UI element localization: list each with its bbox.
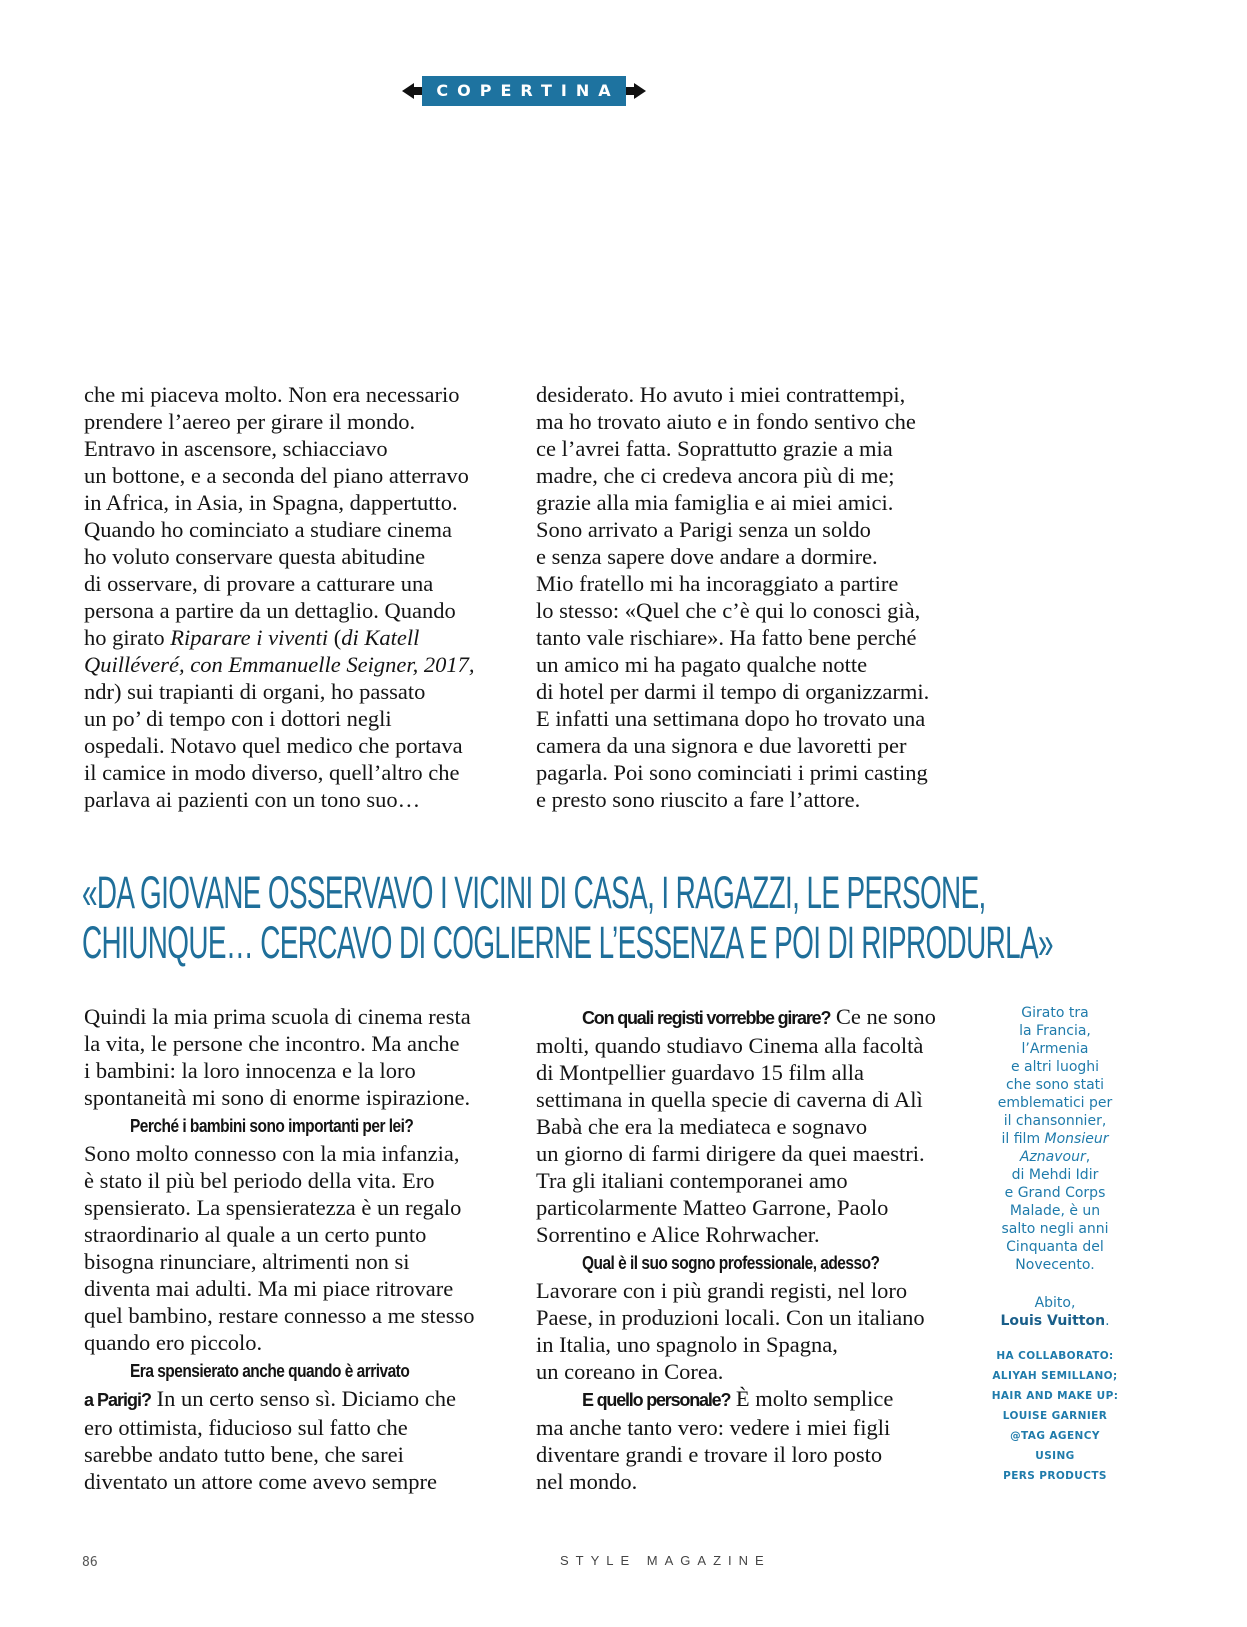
text-line: Entravo in ascensore, schiacciavo [84,436,388,461]
text-line: Quindi la mia prima scuola di cinema resta [84,1004,471,1029]
text-line: un bottone, e a seconda del piano atterravo [84,463,469,488]
caption-line: di Mehdi Idir [1011,1167,1099,1183]
staff-credits [980,1346,1130,1486]
text-line: Tra gli italiani contemporanei amo [536,1168,848,1193]
credit-line [980,1312,1130,1330]
text-line: diventa mai adulti. Ma mi piace ritrovare [84,1276,454,1301]
interview-question [84,1111,514,1140]
staff-line: USING [1035,1450,1075,1462]
text-line: ma ho trovato aiuto e in fondo sentivo che [536,409,916,434]
interview-question [536,1248,966,1277]
pull-quote-line: CHIUNQUE… CERCAVO DI COGLIERNE L’ESSENZA E POI DI RIPRODURLA» [82,917,1053,968]
arrow-right-icon [634,83,646,99]
text-line: lo stesso: «Quel che c’è qui lo conosci già, [536,598,921,623]
text-line: è stato il più bel periodo della vita. Ero [84,1168,435,1193]
text-line: madre, che ci credeva ancora più di me; [536,463,895,488]
article-column-top-left [84,381,514,813]
text-line: quel bambino, restare connesso a me stesso [84,1303,475,1328]
text-line: in Africa, in Asia, in Spagna, dappertutto. [84,490,458,515]
article-column-bottom-right [536,1003,966,1495]
section-banner [402,76,646,106]
text-line: prendere l’aereo per girare il mondo. [84,409,416,434]
brand-name: Louis Vuitton [1000,1313,1106,1329]
text-line [536,1003,966,1032]
caption-line: che sono stati [1005,1077,1105,1093]
text-line: in Italia, uno spagnolo in Spagna, [536,1332,838,1357]
text-line: Mio fratello mi ha incoraggiato a partire [536,571,899,596]
text-line: tanto vale rischiare». Ha fatto bene perché [536,625,917,650]
staff-line: ALIYAH SEMILLANO; [992,1370,1118,1382]
text-line [84,651,514,678]
text-line: ce l’avrei fatta. Soprattutto grazie a mia [536,436,893,461]
text-line: E infatti una settimana dopo ho trovato una [536,706,926,731]
caption-line: Cinquanta del [1006,1239,1104,1255]
text-line: e presto sono riuscito a fare l’attore. [536,787,861,812]
text-line: persona a partire da un dettaglio. Quando [84,598,456,623]
caption-line: la Francia, [1019,1023,1091,1039]
question-text: Con quali registi vorrebbe girare? [582,1008,831,1028]
text-line: di osservare, di provare a catturare una [84,571,434,596]
caption-line [980,1130,1130,1148]
photo-caption-sidebar [980,1004,1130,1486]
text-line [536,1385,966,1414]
text-line: grazie alla mia famiglia e ai miei amici. [536,490,894,515]
text-line: spontaneità mi sono di enorme ispirazione. [84,1085,471,1110]
text-line: ho voluto conservare questa abitudine [84,544,426,569]
article-column-top-right [536,381,966,813]
question-text: Era spensierato anche quando è arrivato [130,1361,410,1381]
text-run: ho girato [84,625,171,650]
caption-line [980,1148,1130,1166]
text-line: bisogna rinunciare, altrimenti non si [84,1249,410,1274]
text-line [84,624,514,651]
question-text: Perché i bambini sono importanti per lei? [130,1116,414,1136]
text-run: ( [328,625,342,650]
credit-label: Abito, [1034,1295,1076,1311]
text-line: diventato un attore come avevo sempre [84,1469,437,1494]
caption-line: Girato tra [1021,1005,1089,1021]
text-line: che mi piaceva molto. Non era necessario [84,382,460,407]
text-line: settimana in quella specie di caverna di Alì [536,1087,923,1112]
text-line: Sono molto connesso con la mia infanzia, [84,1141,460,1166]
caption-line: salto negli anni [1001,1221,1109,1237]
text-line: parlava ai pazienti con un tono suo… [84,787,421,812]
text-line: un coreano in Corea. [536,1359,724,1384]
caption-line: il chansonnier, [1003,1113,1107,1129]
text-line: di Montpellier guardavo 15 film alla [536,1060,865,1085]
text-line: Babà che era la mediateca e sognavo [536,1114,868,1139]
editor-note: Quilléveré, con Emmanuelle Seigner, 2017, [84,652,475,677]
text-line: nel mondo. [536,1469,638,1494]
staff-line: PERS PRODUCTS [1003,1470,1107,1482]
caption-line: l’Armenia [1021,1041,1089,1057]
text-line: quando ero piccolo. [84,1330,263,1355]
text-line: pagarla. Poi sono cominciati i primi casting [536,760,928,785]
text-line: ospedali. Notavo quel medico che portava [84,733,463,758]
page-number: 86 [82,1555,98,1570]
text-line: desiderato. Ho avuto i miei contrattempi, [536,382,906,407]
film-title: Riparare i viventi [170,625,329,650]
question-text: E quello personale? [582,1390,731,1410]
staff-line: HA COLLABORATO: [996,1350,1114,1362]
staff-line: LOUISE GARNIER [1002,1410,1108,1422]
staff-line: HAIR AND MAKE UP: [991,1390,1119,1402]
caption-line: e Grand Corps [1004,1185,1106,1201]
answer-text: Ce ne sono [830,1004,936,1029]
answer-text: In un certo senso sì. Diciamo che [151,1386,456,1411]
section-label: COPERTINA [422,76,626,106]
answer-text: È molto semplice [730,1386,894,1411]
text-line: Sorrentino e Alice Rohrwacher. [536,1222,820,1247]
editor-note: di Katell [341,625,420,650]
text-line: un giorno di farmi dirigere da quei maestri. [536,1141,925,1166]
question-text: a Parigi? [84,1390,152,1410]
magazine-name: STYLE MAGAZINE [560,1553,771,1568]
text-line: sarebbe andato tutto bene, che sarei [84,1442,404,1467]
text-line: Quando ho cominciato a studiare cinema [84,517,452,542]
text-line: Paese, in produzioni locali. Con un italiano [536,1305,925,1330]
credit-end: . [1105,1313,1110,1329]
clothing-credit [980,1294,1130,1330]
text-line: il camice in modo diverso, quell’altro che [84,760,460,785]
text-line: diventare grandi e trovare il loro posto [536,1442,883,1467]
caption-text: , [1085,1149,1091,1165]
text-line: molti, quando studiavo Cinema alla facoltà [536,1033,924,1058]
text-line: Sono arrivato a Parigi senza un soldo [536,517,871,542]
text-line: un amico mi ha pagato qualche notte [536,652,868,677]
article-column-bottom-left [84,1003,514,1495]
caption-line: Malade, è un [1009,1203,1101,1219]
film-title: Monsieur [1044,1131,1109,1147]
text-line: straordinario al quale a un certo punto [84,1222,427,1247]
caption-line: emblematici per [997,1095,1113,1111]
film-title: Aznavour [1019,1149,1086,1165]
text-line: Lavorare con i più grandi registi, nel loro [536,1278,908,1303]
caption-line: Novecento. [1015,1257,1095,1273]
text-line: camera da una signora e due lavoretti per [536,733,907,758]
text-line: e senza sapere dove andare a dormire. [536,544,878,569]
text-line: ma anche tanto vero: vedere i miei figli [536,1415,891,1440]
interview-question [84,1356,514,1385]
text-line: spensierato. La spensieratezza è un regalo [84,1195,462,1220]
staff-line: @TAG AGENCY [1010,1430,1100,1442]
pull-quote-line: «DA GIOVANE OSSERVAVO I VICINI DI CASA, I RAGAZZI, LE PERSONE, [82,867,986,918]
text-line: ndr) sui trapianti di organi, ho passato [84,679,426,704]
pull-quote [82,867,1053,968]
text-line [84,1385,514,1414]
text-line: i bambini: la loro innocenza e la loro [84,1058,416,1083]
text-line: la vita, le persone che incontro. Ma anche [84,1031,460,1056]
caption-text: il film [1001,1131,1045,1147]
text-line: ero ottimista, fiducioso sul fatto che [84,1415,408,1440]
text-line: particolarmente Matteo Garrone, Paolo [536,1195,889,1220]
caption-line: e altri luoghi [1010,1059,1100,1075]
text-line: un po’ di tempo con i dottori negli [84,706,392,731]
text-line: di hotel per darmi il tempo di organizzarmi. [536,679,930,704]
question-text: Qual è il suo sogno professionale, adesso? [582,1253,880,1273]
